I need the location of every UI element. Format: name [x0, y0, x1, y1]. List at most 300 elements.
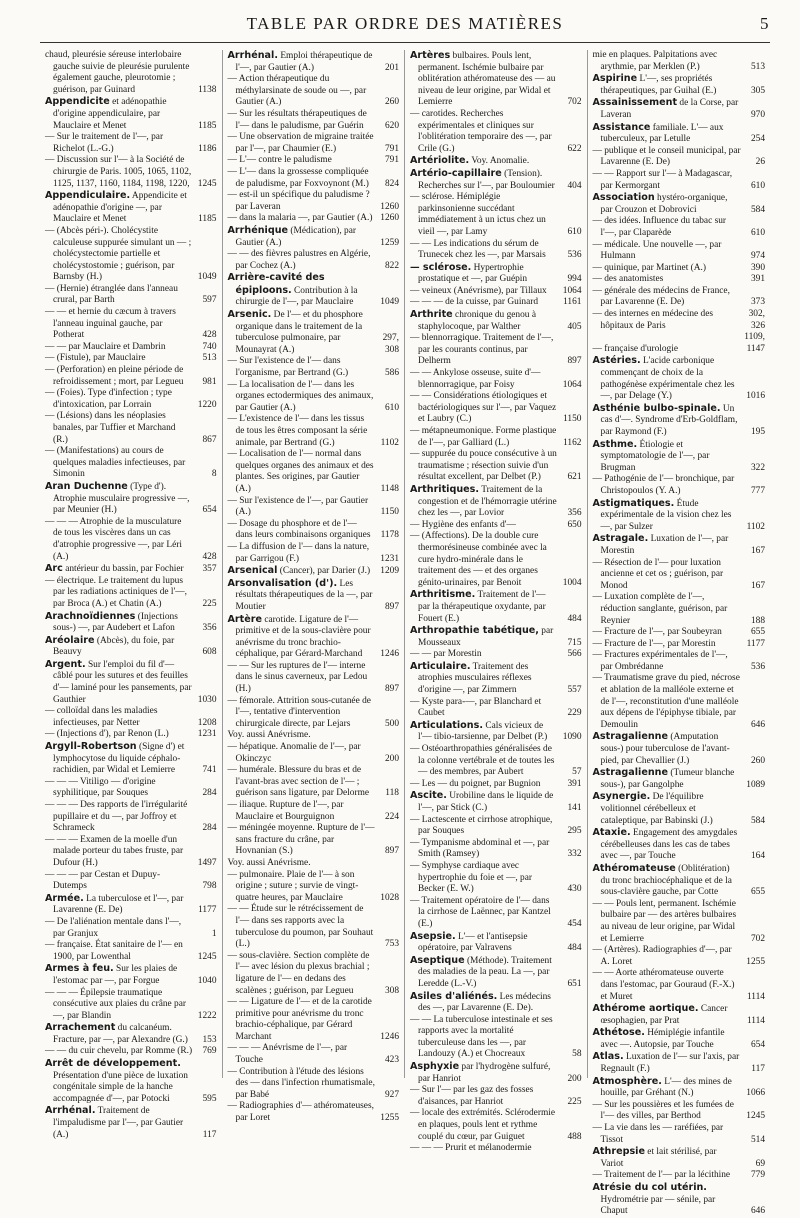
entry-text [593, 533, 742, 557]
entry-description: — méningée moyenne. Rupture de l'— sans fracture du crâne, par Hovnanian (S.) [227, 823, 375, 857]
entry-heading: Asphyxie [410, 1061, 460, 1073]
index-entry [593, 263, 766, 275]
entry-description: Cancer œsophagien, par Prat [600, 1004, 728, 1026]
entry-heading: Appendiculaire. [45, 190, 131, 202]
entry-heading: Asiles d'aliénés. [410, 990, 498, 1002]
entry-heading: Asepsie. [410, 930, 456, 942]
index-entry [228, 496, 400, 519]
entry-text [45, 988, 193, 1023]
entry-page-ref: 1231 [197, 729, 217, 740]
entry-description: Cals vicieux de l'— tibio-tarsienne, par Delbet (P.) [418, 720, 548, 743]
page-number: 5 [760, 14, 770, 33]
index-entry [410, 368, 582, 391]
entry-description: — La vie dans les — raréfiées, par Tissot [592, 1123, 724, 1145]
index-entry [593, 791, 766, 827]
entry-page-ref: 897 [384, 684, 399, 695]
entry-description: — De l'aliénation mentale dans l'—, par Granjux [45, 916, 182, 939]
entry-text [593, 263, 742, 275]
index-entry [45, 635, 217, 659]
entry-description: par l'hydrogène sulfuré, par Hanriot [418, 1062, 551, 1084]
index-entry [593, 146, 766, 169]
entry-description: — (Abcès péri-). Cholécystite calculeuse suppurée simulant un — ; cholécystectomie partielle et cholécystostomie ; guérison, par Barnsby (H.) [45, 225, 192, 283]
entry-heading: Astragalienne [592, 731, 669, 743]
index-entry [410, 661, 582, 697]
entry-page-ref: 284 [202, 823, 217, 834]
entry-text [593, 945, 742, 968]
entry-description: — — Aorte athéromateuse ouverte dans l'estomac, par Gouraud (F.-X.) et Muret [592, 968, 735, 1002]
entry-text [45, 50, 193, 96]
entry-page-ref: 1162 [563, 437, 582, 448]
entry-description: Hémiplégie infantile avec —. Autopsie, par Touche [600, 1028, 725, 1050]
entry-description: — (Artères). Radiographies d'—, par A. Loret [592, 945, 732, 967]
index-entry [593, 639, 766, 651]
entry-page-ref: 225 [567, 1096, 582, 1107]
entry-description: — L'existence de l'— dans les tissus de tous les êtres composant la série animale, par Bertrand (G.) [227, 414, 368, 448]
entry-page-ref: 702 [567, 97, 582, 108]
entry-heading: Arrachement [45, 1022, 116, 1034]
entry-page-ref: 610 [750, 227, 765, 238]
entry-description: antérieur du bassin, par Fochier [62, 564, 184, 575]
entry-page-ref: 332 [567, 849, 582, 860]
entry-description: (Injections sous-) —, par Audebert et Lafon [53, 611, 178, 634]
entry-text [593, 1076, 742, 1100]
entry-text [45, 741, 193, 777]
entry-page-ref: 769 [202, 1046, 217, 1057]
entry-page-ref: 1177 [746, 638, 765, 649]
entry-description: Traitement de l'impaludisme par l'—, par Gautier (A.) [53, 1106, 184, 1140]
index-entry [45, 706, 217, 729]
entry-description: (Oblitération) du tronc brachiocéphalique et de la sous-clavière gauche, par Cotte [600, 863, 732, 898]
entry-heading: Articulations. [410, 719, 483, 731]
index-entry [593, 1003, 766, 1027]
entry-page-ref: 1245 [746, 1111, 765, 1122]
index-entry [593, 533, 766, 557]
entry-text [45, 576, 193, 611]
entry-page-ref: 423 [384, 1055, 399, 1066]
entry-text [45, 517, 193, 563]
entry-page-ref: 1246 [380, 1031, 399, 1042]
entry-text [410, 520, 558, 532]
entry-page-ref: 597 [202, 295, 217, 306]
entry-heading: Aran Duchenne [45, 480, 128, 492]
entry-text [228, 1101, 376, 1124]
index-entry [45, 563, 217, 576]
index-entry [593, 498, 766, 534]
entry-description: — Luxation complète de l'—, réduction sanglante, guérison, par Reynier [592, 592, 728, 626]
entry-heading: Arthritisme. [410, 589, 476, 601]
entry-description: — fémorale. Attrition sous-cutanée de l'—, tentative d'intervention chirurgicale directe, par Lejars [227, 695, 371, 729]
index-entry [45, 777, 217, 800]
index-entry [410, 1061, 582, 1085]
index-entry [228, 356, 400, 379]
entry-heading: Astigmatiques. [592, 497, 675, 509]
entry-heading: Athérome aortique. [592, 1003, 699, 1015]
entry-page-ref: 430 [567, 884, 582, 895]
entry-page-ref: 1208 [197, 717, 217, 728]
entry-page-ref: 404 [567, 180, 582, 191]
entry-text [593, 968, 742, 1003]
entry-text [228, 272, 376, 309]
index-entry [410, 720, 582, 744]
entry-text [593, 274, 742, 286]
entry-page-ref: 654 [750, 1039, 765, 1050]
entry-text [410, 262, 558, 286]
index-entry [228, 565, 400, 578]
index-entry [228, 50, 400, 74]
index-entry [228, 309, 400, 356]
entry-text [45, 226, 193, 284]
entry-page-ref: 1497 [197, 857, 217, 868]
index-entry [228, 765, 400, 800]
entry-description: — locale des extrémités. Sclérodermie en plaques, pouls lent et rythme couplé du cœur, par Guiguet [410, 1108, 555, 1142]
entry-heading: Aspirine [592, 73, 638, 85]
entry-text [45, 411, 193, 446]
entry-text [410, 368, 558, 391]
entry-page-ref: 897 [384, 601, 399, 612]
entry-text [410, 449, 558, 484]
entry-page-ref: 1260 [380, 201, 399, 212]
entry-description: — Contribution à l'étude des lésions des — dans l'infection rhumatismale, par Babé [227, 1066, 375, 1100]
entry-description: — Dosage du phosphore et de l'— dans leurs combinaisons organiques [227, 518, 371, 541]
entry-description: Sur l'emploi du fil d'— câblé pour les sutures et des feuilles d'— laminé pour les pansements, par Gauthier [53, 659, 192, 705]
index-entry [45, 226, 217, 284]
entry-description: — L'— dans la grossesse compliquée de paludisme, par Foxvoynont (M.) [227, 166, 369, 189]
entry-page-ref: 655 [750, 887, 765, 898]
entry-heading: Asthénie bulbo-spinale. [592, 402, 721, 414]
index-entry [410, 155, 582, 168]
entry-page-ref: 974 [750, 251, 765, 262]
entry-text [410, 426, 558, 449]
entry-heading: Atmosphère. [592, 1075, 662, 1087]
index-entry [45, 388, 217, 411]
entry-text [228, 765, 376, 800]
entry-description: L'— des mines de houille, par Gréhant (N.) [600, 1076, 732, 1099]
entry-heading: Association [592, 192, 655, 204]
entry-page-ref: 1245 [197, 951, 217, 962]
entry-text [593, 498, 742, 534]
entry-description: — — du cuir chevelu, par Romme (R.) [45, 1046, 193, 1057]
entry-text [45, 155, 193, 190]
entry-page-ref: 1102 [746, 521, 765, 532]
index-entry [228, 249, 400, 272]
entry-text [45, 1022, 193, 1046]
entry-description: — — — Épilepsie traumatique consécutive aux plaies du crâne par —, par Blandin [45, 987, 187, 1021]
index-entry [593, 192, 766, 216]
entry-text [228, 858, 376, 870]
entry-page-ref: 117 [751, 1064, 765, 1075]
entry-description: — veineux (Anévrisme), par Tillaux [410, 285, 547, 296]
entry-page-ref: 297, 308 [382, 333, 399, 355]
entry-description: — — Considérations étiologiques et bactériologiques sur l'—, par Vaquez et Laubry (C.) [410, 391, 557, 425]
entry-text [228, 190, 376, 213]
entry-description: — Sur l'existence de l'—, par Gautier (A.) [227, 495, 369, 518]
entry-text [410, 697, 558, 720]
entry-heading: — sclérose. [410, 261, 472, 273]
entry-description: Traitement de la congestion et de l'hémorragie utérine chez les —, par Lovior [418, 484, 557, 519]
entry-text [593, 286, 742, 309]
entry-page-ref: 536 [750, 661, 765, 672]
entry-page-ref: 715 [567, 637, 582, 648]
index-entry [45, 1058, 217, 1105]
entry-description: Un cas d'—. Syndrome d'Erb-Goldflam, par Raymond (F.) [600, 403, 738, 437]
entry-page-ref: 1114 [746, 1015, 765, 1026]
index-entry [228, 74, 400, 109]
index-columns [40, 50, 770, 1217]
entry-heading: Astéries. [592, 355, 641, 367]
index-entry [593, 731, 766, 767]
entry-text [228, 870, 376, 905]
entry-text [228, 542, 376, 565]
entry-heading: Arachnoïdiennes [45, 610, 136, 622]
page-header [40, 14, 770, 36]
entry-description: — publique et le conseil municipal, par Lavarenne (E. De) [592, 145, 741, 168]
entry-text [228, 449, 376, 495]
index-entry [593, 274, 766, 286]
entry-page-ref: 586 [384, 368, 399, 379]
entry-text [593, 169, 742, 192]
index-entry [228, 449, 400, 495]
entry-page-ref: 254 [750, 134, 765, 145]
index-entry [410, 1085, 582, 1108]
entry-text [45, 96, 193, 132]
index-column-4 [588, 50, 771, 1217]
entry-heading: Artères [410, 50, 451, 61]
entry-text [593, 1170, 742, 1182]
entry-text [410, 991, 558, 1015]
entry-description: — humérale. Blessure du bras et de l'avant-bras avec section de l'— ; guérison sans ligature, par Delorme [227, 765, 370, 799]
index-entry [228, 1067, 400, 1102]
entry-text [410, 484, 558, 520]
index-entry [45, 190, 217, 226]
entry-heading: Articulaire. [410, 660, 471, 672]
entry-description: — Sur les résultats thérapeutiques de l'— dans le paludisme, par Guérin [227, 108, 367, 131]
entry-page-ref: 514 [750, 1134, 765, 1145]
entry-heading: Armée. [45, 892, 84, 904]
index-entry [410, 790, 582, 814]
entry-page-ref: 1148 [380, 483, 399, 494]
index-entry [410, 531, 582, 589]
entry-description: — Ostéoarthropathies généralisées de la colonne vertébrale et de toutes les — des membres, par Aubert [410, 744, 555, 778]
entry-page-ref: 584 [750, 204, 765, 215]
index-entry [228, 167, 400, 190]
entry-page-ref: 428 [202, 330, 217, 341]
entry-page-ref: 1245 [197, 178, 217, 189]
entry-description: Sur les plaies de l'estomac par —, par Forgue [53, 964, 178, 986]
entry-text [593, 1027, 742, 1051]
entry-heading: Aréolaire [45, 634, 95, 646]
entry-description: bulbaires. Pouls lent, permanent. Ischémie bulbaire par oblitération athéromateuse des — au niveau de leur origine, par Widal et Lemierre [418, 51, 556, 108]
entry-page-ref: 1040 [197, 975, 217, 986]
entry-page-ref: 356 [567, 508, 582, 519]
entry-text [410, 744, 558, 779]
entry-text [45, 706, 193, 729]
entry-page-ref: 610 [384, 402, 399, 413]
entry-description: — Radiographies d'— athéromateuses, par Loret [227, 1101, 374, 1124]
index-entry [593, 650, 766, 673]
entry-heading: Arrhénal. [45, 1105, 96, 1117]
entry-heading: Ataxie. [592, 827, 631, 839]
entry-heading: Athrepsie [592, 1146, 645, 1158]
entry-text [228, 800, 376, 823]
index-entry [45, 353, 217, 365]
entry-page-ref: 595 [202, 1093, 217, 1104]
index-entry [45, 132, 217, 155]
entry-heading: Arthritiques. [410, 483, 480, 495]
index-entry [45, 659, 217, 706]
entry-description: — colloïdal dans les maladies infectieuses, par Netter [45, 706, 158, 728]
entry-page-ref: 295 [567, 826, 582, 837]
index-entry [410, 520, 582, 532]
entry-description: — française d'urologie [592, 343, 679, 354]
entry-text [410, 50, 558, 109]
entry-text [410, 838, 558, 861]
index-entry [228, 870, 400, 905]
entry-description: — Localisation de l'— normal dans quelques organes des animaux et des plantes. Ses origines, par Gautier (A.) [227, 449, 374, 494]
index-entry [228, 578, 400, 614]
entry-text [410, 239, 558, 262]
entry-text [45, 446, 193, 481]
entry-heading: Artériolite. [410, 155, 470, 167]
index-entry [593, 73, 766, 97]
entry-page-ref: 357 [202, 564, 217, 575]
entry-description: — Sur l'existence de l'— dans l'organisme, par Bertrand (G.) [227, 356, 349, 379]
entry-text [45, 1046, 193, 1058]
entry-heading: Arsonvalisation (d'). [227, 577, 338, 589]
entry-page-ref: 1064 [562, 379, 582, 390]
entry-page-ref: 981 [202, 376, 217, 387]
entry-text [228, 730, 376, 742]
entry-description: — — — Atrophie de la musculature de tous les viscères dans un cas d'atrophie progressive —, par Léri (A.) [45, 516, 182, 562]
entry-description: — Une observation de migraine traitée par l'—, par Chaumier (E.) [227, 132, 374, 154]
index-entry [45, 1046, 217, 1058]
entry-text [45, 917, 193, 940]
entry-description: (Type d'). Atrophie musculaire progressive —, par Meunier (H.) [53, 481, 190, 516]
entry-description: — sclérose. Hémiplégie parkinsonienne succédant immédiatement à un ictus chez un vieil —, par Lamy [410, 192, 546, 237]
entry-text [410, 1143, 558, 1155]
entry-text [45, 1105, 193, 1141]
entry-text [410, 589, 558, 625]
entry-heading: Assainissement [592, 97, 678, 109]
entry-text [410, 391, 558, 426]
entry-heading: Ascite. [410, 790, 447, 802]
entry-text [593, 731, 742, 767]
entry-text [45, 963, 193, 987]
index-entry [228, 742, 400, 765]
index-column-3 [405, 50, 588, 1154]
index-entry [593, 968, 766, 1003]
index-entry [410, 297, 582, 309]
entry-page-ref: 1030 [197, 694, 217, 705]
entry-description: — Kyste para-—, par Blanchard et Caubet [410, 696, 542, 719]
entry-page-ref: 557 [567, 685, 582, 696]
entry-description: — (Perforation) en pleine période de refroidissement ; mort, par Legueu [45, 365, 184, 387]
index-entry [410, 262, 582, 286]
entry-description: familiale. L'— aux tuberculeux, par Letulle [600, 122, 724, 145]
entry-text [45, 1058, 193, 1105]
entry-heading: Argent. [45, 658, 86, 670]
index-entry [593, 899, 766, 945]
index-entry [45, 342, 217, 354]
entry-description: — — — Vitiligo — d'origine syphilitique, par Souques [45, 776, 156, 799]
entry-text [593, 73, 742, 97]
entry-page-ref: 1178 [380, 530, 399, 541]
index-entry [593, 827, 766, 863]
entry-page-ref: 322 [750, 462, 765, 473]
entry-text [410, 1061, 558, 1085]
entry-text [593, 899, 742, 945]
index-entry [45, 446, 217, 481]
entry-page-ref: 260 [384, 97, 399, 108]
entry-description: (Cancer), par Darier (J.) [277, 566, 371, 577]
entry-page-ref: 1255 [380, 1113, 399, 1124]
index-entry [593, 50, 766, 73]
entry-text [45, 481, 193, 517]
entry-page-ref: 651 [567, 978, 582, 989]
entry-text [45, 284, 193, 307]
entry-description: — (Affections). De la double cure thermorésineuse combinée avec la cure hydro-minérale dans le traitement des — et des organes génito-urinaires, par Benoit [410, 531, 547, 588]
index-entry [593, 627, 766, 639]
entry-description: Voy. Anomalie. [469, 156, 530, 167]
entry-description: — — Sur les ruptures de l'— interne dans le sinus caverneux, par Ledou (H.) [227, 660, 368, 695]
entry-description: (Amputation sous-) pour tuberculose de l'avant-pied, par Chevallier (J.) [600, 732, 730, 766]
entry-page-ref: 225 [202, 598, 217, 609]
entry-text [593, 1003, 742, 1027]
index-entry [593, 1027, 766, 1051]
entry-page-ref: 927 [384, 1089, 399, 1100]
index-entry [45, 365, 217, 388]
entry-description: — Traitement de l'— par la lécithine [592, 1170, 731, 1181]
entry-page-ref: 610 [750, 180, 765, 191]
entry-text [593, 1146, 742, 1170]
entry-description: et adénopathie d'origine appendiculaire, par Mauclaire et Menet [53, 97, 167, 131]
entry-text [228, 309, 376, 356]
index-entry [228, 132, 400, 155]
entry-text [410, 531, 558, 589]
entry-text [593, 403, 742, 439]
entry-page-ref: 200 [567, 1073, 582, 1084]
entry-text [410, 955, 558, 991]
entry-text [228, 167, 376, 190]
entry-page-ref: 200 [384, 753, 399, 764]
entry-page-ref: 1150 [563, 414, 582, 425]
entry-text [410, 790, 558, 814]
entry-text [410, 297, 558, 309]
entry-description: chronique du genou à staphylocoque, par Walther [418, 310, 536, 332]
entry-page-ref: 1102 [380, 437, 399, 448]
entry-page-ref: 1016 [746, 391, 765, 402]
entry-description: — Lactescente et cirrhose atrophique, par Souques [410, 814, 553, 837]
entry-page-ref: 824 [384, 178, 399, 189]
entry-page-ref: 1260 [380, 213, 399, 224]
entry-description: — carotides. Recherches expérimentales et cliniques sur l'oblitération temporaire des —, par Crile (G.) [410, 108, 552, 154]
entry-page-ref: 779 [750, 1170, 765, 1181]
entry-description: et lait stérilisé, par Variot [600, 1147, 717, 1169]
entry-page-ref: 1231 [380, 553, 399, 564]
index-entry [593, 97, 766, 121]
entry-text [228, 951, 376, 997]
index-entry [45, 284, 217, 307]
entry-page-ref: 229 [567, 708, 582, 719]
entry-page-ref: 1259 [380, 237, 399, 248]
entry-text [410, 861, 558, 896]
entry-heading: Arsenical [227, 565, 278, 577]
index-entry [45, 611, 217, 635]
index-entry [228, 225, 400, 249]
entry-page-ref: 153 [202, 1034, 217, 1045]
entry-description: — générale des médecins de France, par Lavarenne (E. De) [592, 285, 730, 308]
entry-text [593, 240, 742, 263]
index-entry [45, 917, 217, 940]
